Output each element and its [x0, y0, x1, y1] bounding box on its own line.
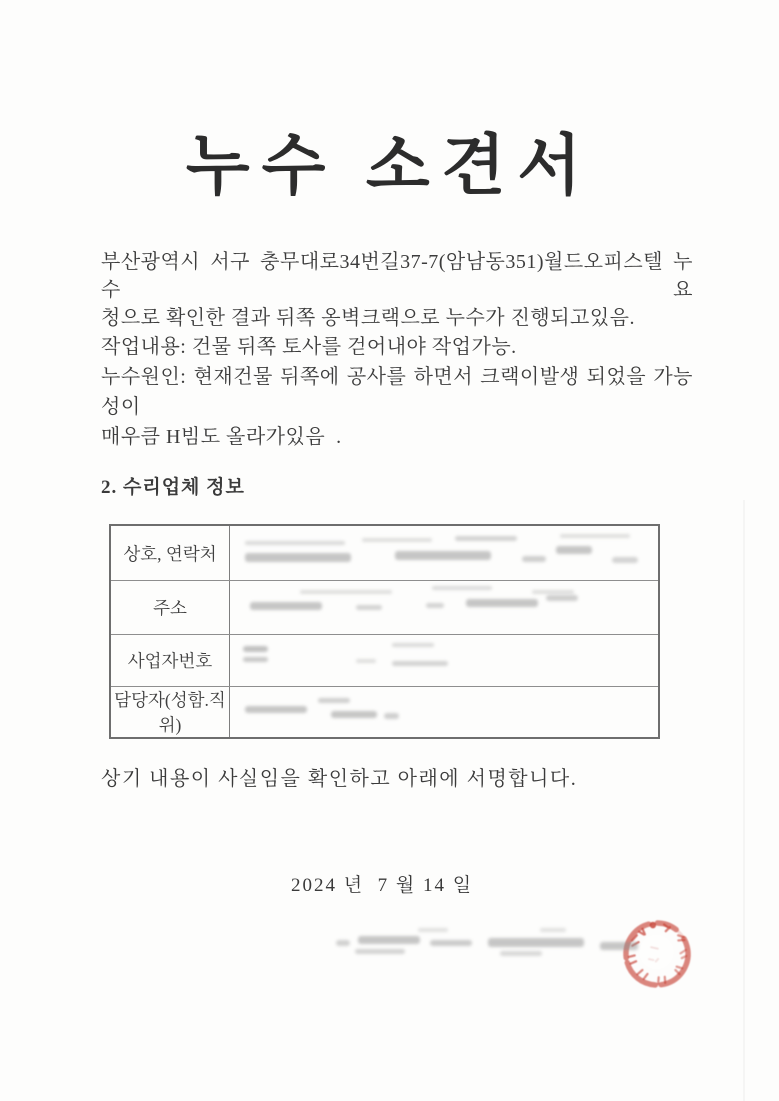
table-row: [111, 686, 658, 737]
redacted-mark: [488, 938, 584, 947]
redacted-mark: [355, 949, 405, 954]
redacted-mark: [245, 553, 351, 562]
redacted-mark: [245, 541, 345, 545]
redacted-mark: [395, 551, 491, 560]
redacted-mark: [300, 590, 392, 594]
redacted-mark: [245, 706, 307, 713]
redacted-mark: [612, 557, 638, 563]
repair-company-table: [109, 524, 660, 739]
redacted-mark: [318, 698, 350, 703]
section-heading-repair-company: 2. 수리업체 정보: [101, 477, 245, 498]
leak-cause-line-1: 누수원인: 현재건물 뒤쪽에 공사를 하면서 크랙이발생 되었을 가능성이: [101, 366, 693, 418]
row-label-contact-person: 담당자(성함.직위): [111, 687, 230, 737]
redacted-mark: [600, 942, 638, 950]
redacted-mark: [532, 590, 574, 594]
redacted-mark: [243, 657, 268, 662]
redacted-mark: [430, 940, 472, 946]
redacted-mark: [362, 538, 432, 542]
redacted-mark: [500, 951, 542, 956]
intro-paragraph: [101, 248, 693, 332]
document-title: 누수 소견서: [185, 130, 594, 203]
redacted-mark: [455, 536, 517, 541]
redacted-mark: [432, 586, 492, 590]
table-row: [111, 634, 658, 686]
work-notes: [101, 332, 693, 452]
intro-line-1: 부산광역시 서구 충무대로34번길37-7(암남동351)월드오피스텔 누수 요: [101, 251, 693, 301]
redacted-mark: [392, 643, 434, 647]
row-label-address: 주소: [111, 581, 230, 634]
row-label-company-contact: 상호, 연락처: [111, 526, 230, 580]
redacted-mark: [426, 603, 444, 608]
work-content-line: 작업내용: 건물 뒤쪽 토사를 걷어내야 작업가능.: [101, 336, 517, 358]
intro-line-2: 청으로 확인한 결과 뒤쪽 옹벽크랙으로 누수가 진행되고있음.: [101, 307, 635, 329]
redacted-mark: [384, 713, 399, 719]
redacted-mark: [356, 659, 376, 663]
redacted-mark: [466, 599, 538, 607]
redacted-mark: [560, 534, 630, 538]
confirmation-statement: 상기 내용이 사실임을 확인하고 아래에 서명합니다.: [101, 768, 578, 790]
redacted-mark: [546, 595, 578, 601]
redacted-mark: [250, 602, 322, 610]
redacted-mark: [392, 661, 448, 666]
row-label-business-number: 사업자번호: [111, 635, 230, 686]
redacted-mark: [331, 711, 377, 718]
redacted-mark: [356, 605, 382, 610]
redacted-mark: [522, 556, 546, 562]
red-seal-stamp: [612, 908, 702, 1000]
redacted-mark: [418, 928, 448, 932]
redacted-mark: [243, 646, 268, 652]
redacted-mark: [336, 940, 350, 946]
document-date: 2024 년 7 월 14 일: [291, 875, 474, 896]
scan-artifact: [743, 500, 745, 1101]
redacted-mark: [540, 928, 566, 932]
leak-cause-line-2: 매우큼 H빔도 올라가있음 .: [101, 426, 342, 448]
table-row: [111, 580, 658, 634]
redacted-mark: [556, 546, 592, 554]
redacted-mark: [358, 936, 420, 944]
